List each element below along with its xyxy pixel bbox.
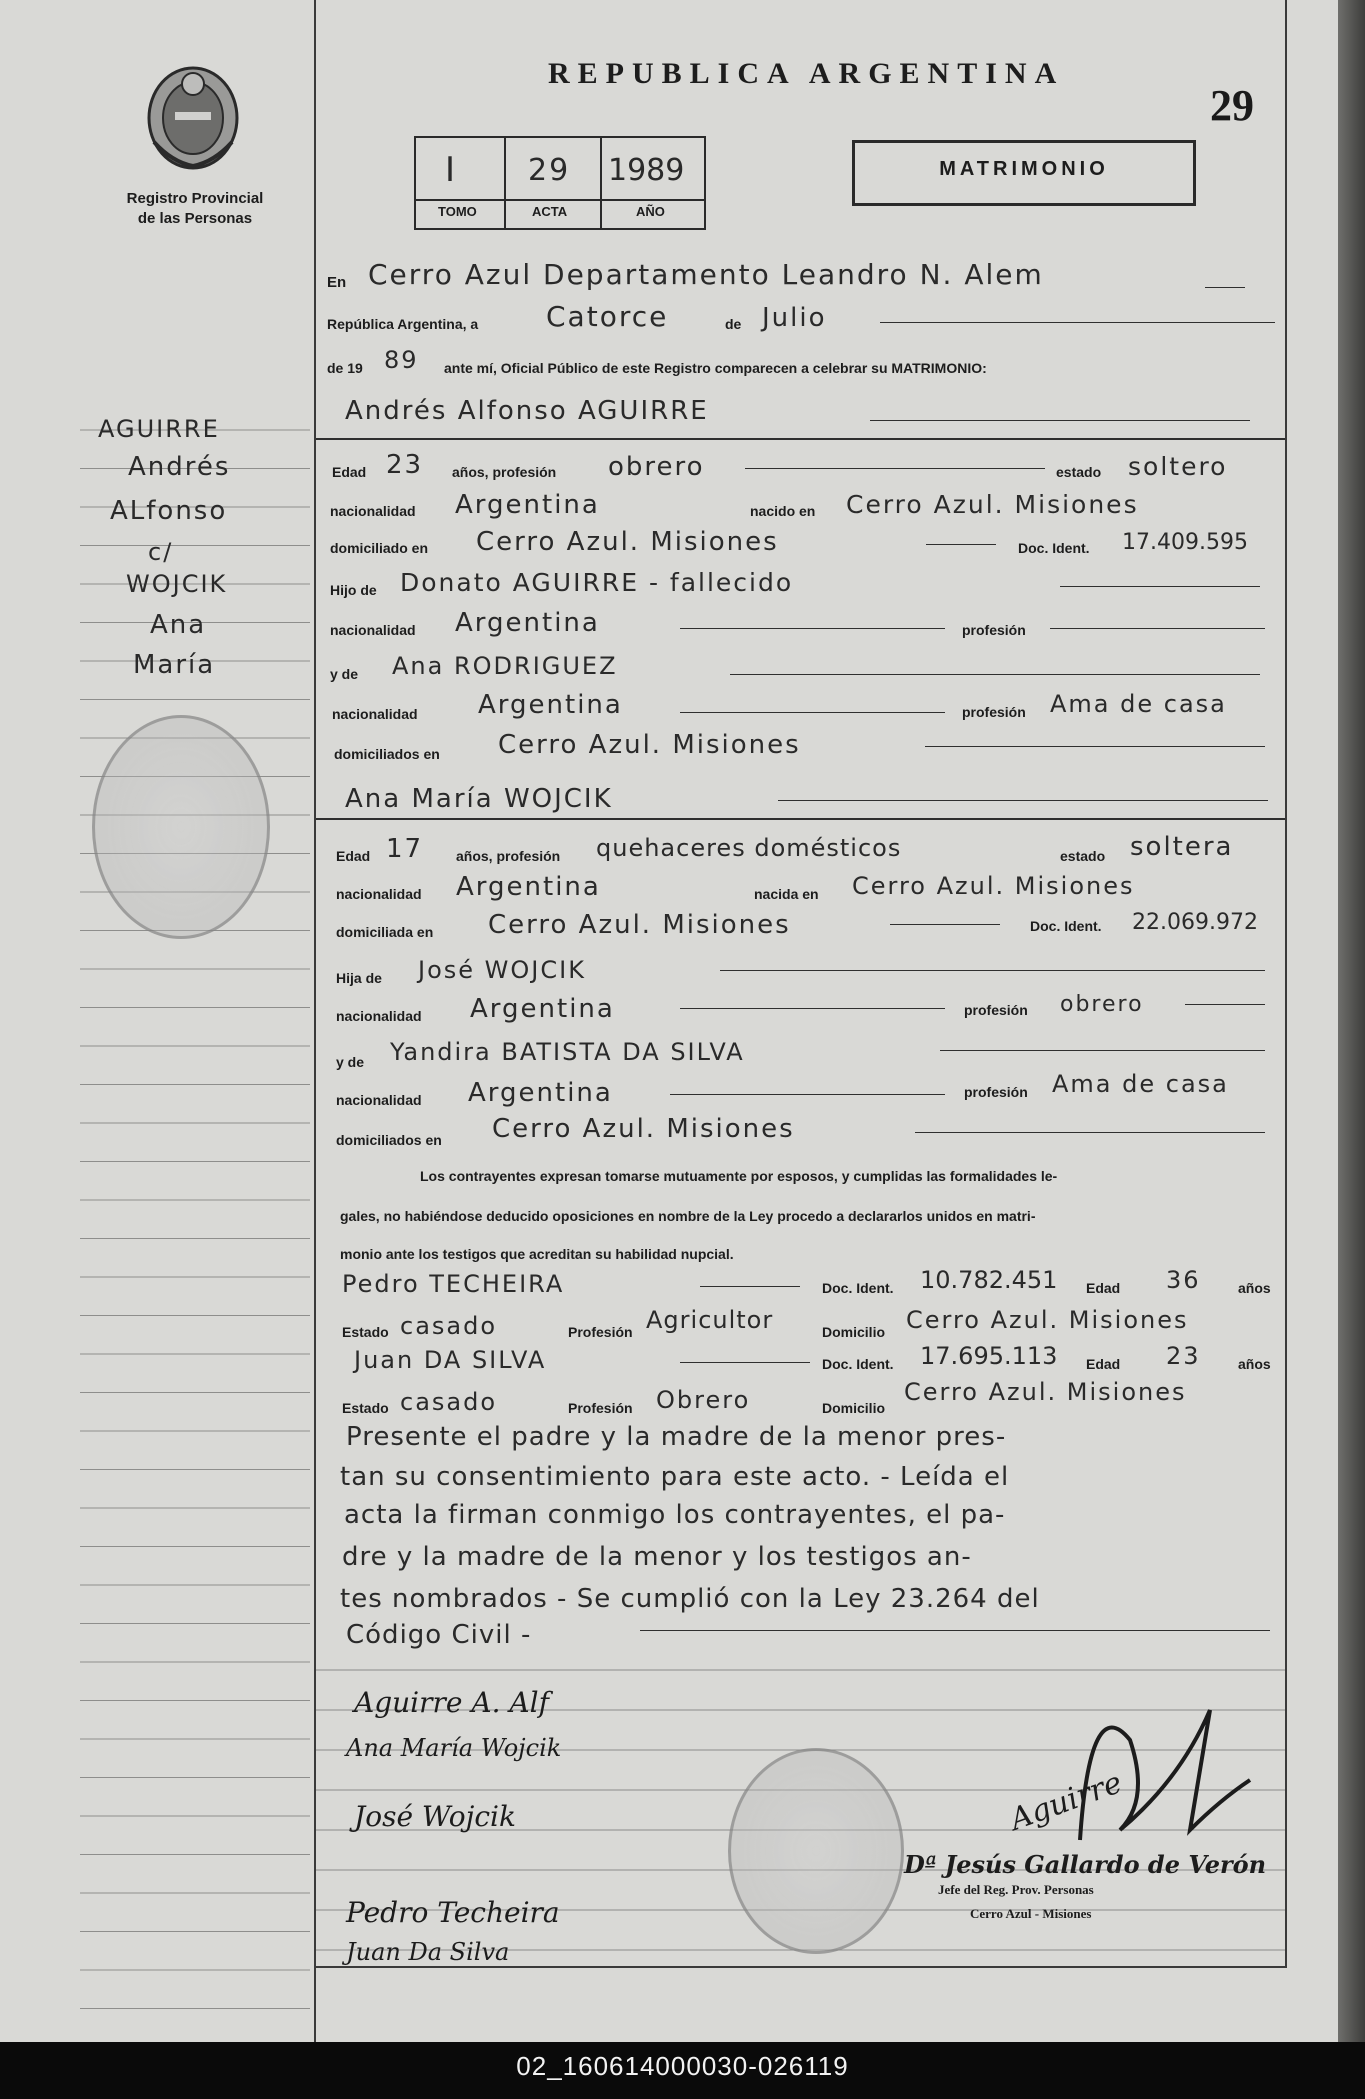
witness-profesion: Obrero	[656, 1386, 751, 1414]
bride-padre-prof: obrero	[1060, 992, 1144, 1017]
bride-padre: José WOJCIK	[418, 956, 586, 984]
bride-profesion: quehaceres domésticos	[596, 834, 902, 862]
bride-y-de-label: y de	[336, 1054, 365, 1070]
bride-name: Ana María WOJCIK	[345, 784, 613, 814]
groom-madre-prof: Ama de casa	[1050, 690, 1227, 718]
bride-nacionalidad-label: nacionalidad	[336, 886, 422, 902]
groom-nacionalidad: Argentina	[455, 490, 600, 520]
witness-name: Juan DA SILVA	[354, 1346, 547, 1374]
document-type: MATRIMONIO	[939, 158, 1109, 180]
bride-padre-nac: Argentina	[470, 994, 615, 1024]
bride-nacionalidad: Argentina	[456, 872, 601, 902]
groom-nacido-label: nacido en	[750, 503, 816, 519]
groom-edad: 23	[386, 450, 424, 480]
registry-label-2: de las Personas	[137, 210, 253, 227]
witness-name: Pedro TECHEIRA	[342, 1270, 565, 1298]
notes-line: tes nombrados - Se cumplió con la Ley 23.264 del	[340, 1584, 1040, 1614]
groom-madre: Ana RODRIGUEZ	[392, 652, 618, 680]
groom-doc-label: Doc. Ident.	[1018, 540, 1090, 556]
declaration-line-3: monio ante los testigos que acreditan su habilidad nupcial.	[340, 1246, 734, 1262]
officer-place: Cerro Azul - Misiones	[970, 1906, 1092, 1921]
margin-seal-stamp	[92, 715, 270, 939]
officer-title: Jefe del Reg. Prov. Personas	[938, 1882, 1094, 1897]
witness-profesion: Agricultor	[646, 1306, 774, 1334]
witness-estado-label: Estado	[342, 1400, 389, 1416]
groom-signature: Aguirre A. Alf	[354, 1686, 549, 1719]
bride-madre-prof-label: profesión	[964, 1084, 1028, 1100]
registry-label-1: Registro Provincial	[126, 190, 264, 207]
groom-nacido: Cerro Azul. Misiones	[846, 490, 1139, 519]
groom-name: Andrés Alfonso AGUIRRE	[345, 396, 709, 426]
margin-note-line: María	[133, 650, 216, 680]
notes-line: tan su consentimiento para este acto. - Leída el	[340, 1462, 1010, 1492]
officer-signature-flourish	[1060, 1680, 1260, 1860]
bride-doc: 22.069.972	[1132, 910, 1258, 935]
witness-domicilio: Cerro Azul. Misiones	[904, 1378, 1187, 1406]
groom-estado: soltero	[1128, 452, 1228, 481]
tomo-label: TOMO	[438, 204, 477, 219]
anio-label: AÑO	[636, 204, 665, 219]
officer-signature: Aguirre	[1005, 1765, 1127, 1838]
bride-domicilio-label: domiciliada en	[336, 924, 434, 940]
margin-note-line: Ana	[150, 610, 207, 640]
witness-profesion-label: Profesión	[568, 1324, 633, 1340]
year-suffix: 89	[384, 346, 419, 374]
notes-line: dre y la madre de la menor y los testigos an-	[342, 1542, 972, 1572]
book-edge	[1338, 0, 1365, 2042]
bride-edad-label: Edad	[336, 848, 371, 864]
bride-domicilio: Cerro Azul. Misiones	[488, 910, 791, 940]
witness-edad: 23	[1166, 1342, 1201, 1370]
page-number: 29	[1210, 81, 1254, 130]
bride-doc-label: Doc. Ident.	[1030, 918, 1102, 934]
official-seal-stamp	[728, 1748, 904, 1954]
bride-madre: Yandira BATISTA DA SILVA	[390, 1038, 745, 1066]
witness-domicilio: Cerro Azul. Misiones	[906, 1306, 1189, 1334]
witness-2-signature: Juan Da Silva	[346, 1938, 510, 1966]
notes-line: Presente el padre y la madre de la menor pres-	[346, 1422, 1007, 1452]
parent-signature: José Wojcik	[354, 1800, 516, 1833]
intro-statement: ante mí, Oficial Público de este Registro comparecen a celebrar su MATRIMONIO:	[444, 360, 987, 376]
anio-value: 1989	[608, 153, 685, 188]
witness-estado-label: Estado	[342, 1324, 389, 1340]
groom-padre: Donato AGUIRRE - fallecido	[400, 568, 794, 597]
groom-padre-prof-label: profesión	[962, 622, 1026, 638]
witness-edad-label: Edad	[1086, 1356, 1121, 1372]
month-value: Julio	[762, 303, 827, 333]
bride-signature: Ana María Wojcik	[346, 1734, 562, 1762]
year-prefix: de 19	[327, 360, 363, 376]
margin-note-line: Andrés	[128, 452, 231, 482]
acta-label: ACTA	[532, 204, 568, 219]
witness-doc-label: Doc. Ident.	[822, 1280, 894, 1296]
witness-1-signature: Pedro Techeira	[346, 1896, 560, 1929]
bride-madre-prof: Ama de casa	[1052, 1070, 1229, 1098]
witness-domicilio-label: Domicilio	[822, 1400, 886, 1416]
margin-note-line: ALfonso	[110, 496, 228, 526]
bride-estado: soltera	[1130, 832, 1234, 862]
bottom-border	[316, 1966, 1287, 1968]
bride-padre-nac-label: nacionalidad	[336, 1008, 422, 1024]
groom-nacionalidad-label: nacionalidad	[330, 503, 416, 519]
country-heading: REPUBLICA ARGENTINA	[548, 57, 1065, 90]
groom-edad-label: Edad	[332, 464, 367, 480]
notes-line: Código Civil -	[346, 1620, 532, 1650]
groom-padres-dom: Cerro Azul. Misiones	[498, 730, 801, 760]
witness-estado: casado	[400, 1312, 498, 1340]
acta-value: 29	[528, 153, 571, 188]
witness-edad-label: Edad	[1086, 1280, 1121, 1296]
witness-domicilio-label: Domicilio	[822, 1324, 886, 1340]
witness-doc-label: Doc. Ident.	[822, 1356, 894, 1372]
margin-note-line: c/	[148, 538, 174, 566]
declaration-line-2: gales, no habiéndose deducido oposiciones en nombre de la Ley procedo a declararlos unidos en matri-	[340, 1208, 1036, 1224]
bride-padre-prof-label: profesión	[964, 1002, 1028, 1018]
witness-anios-label: años	[1238, 1356, 1271, 1372]
bride-estado-label: estado	[1060, 848, 1106, 864]
bride-hija-label: Hija de	[336, 970, 382, 986]
groom-padres-dom-label: domiciliados en	[334, 746, 440, 762]
margin-note-line: AGUIRRE	[98, 415, 220, 443]
place-value: Cerro Azul Departamento Leandro N. Alem	[368, 258, 1044, 291]
bride-padres-dom-label: domiciliados en	[336, 1132, 442, 1148]
groom-hijo-label: Hijo de	[330, 582, 377, 598]
groom-estado-label: estado	[1056, 464, 1102, 480]
groom-domicilio-label: domiciliado en	[330, 540, 429, 556]
witness-estado: casado	[400, 1388, 498, 1416]
groom-padre-nac-label: nacionalidad	[330, 622, 416, 638]
bride-nacida-label: nacida en	[754, 886, 819, 902]
tomo-value: I	[445, 150, 458, 190]
right-border	[1285, 0, 1287, 1968]
witness-edad: 36	[1166, 1266, 1201, 1294]
groom-madre-nac-label: nacionalidad	[332, 706, 418, 722]
witness-profesion-label: Profesión	[568, 1400, 633, 1416]
bride-padres-dom: Cerro Azul. Misiones	[492, 1114, 795, 1144]
groom-madre-prof-label: profesión	[962, 704, 1026, 720]
republica-label: República Argentina, a	[327, 316, 479, 332]
declaration-line-1: Los contrayentes expresan tomarse mutuamente por esposos, y cumplidas las formalidades le-	[420, 1168, 1058, 1184]
margin-note-line: WOJCIK	[126, 570, 228, 598]
de-label: de	[725, 316, 742, 332]
bride-nacida: Cerro Azul. Misiones	[852, 872, 1135, 900]
witness-doc: 17.695.113	[920, 1342, 1058, 1370]
groom-profesion-label: años, profesión	[452, 464, 557, 480]
scan-file-id: 02_160614000030-026119	[516, 2051, 849, 2081]
officer-name: Dª Jesús Gallardo de Verón	[904, 1850, 1267, 1879]
groom-y-de-label: y de	[330, 666, 359, 682]
bride-edad: 17	[386, 834, 424, 864]
witness-anios-label: años	[1238, 1280, 1271, 1296]
groom-padre-nac: Argentina	[455, 608, 600, 638]
groom-domicilio: Cerro Azul. Misiones	[476, 527, 779, 557]
groom-doc: 17.409.595	[1122, 530, 1248, 555]
bride-madre-nac-label: nacionalidad	[336, 1092, 422, 1108]
day-value: Catorce	[546, 300, 669, 333]
margin-ruled-lines	[0, 0, 314, 2042]
groom-madre-nac: Argentina	[478, 690, 623, 720]
groom-profesion: obrero	[608, 452, 705, 482]
notes-line: acta la firman conmigo los contrayentes, el pa-	[344, 1500, 1006, 1530]
bride-madre-nac: Argentina	[468, 1078, 613, 1108]
bride-profesion-label: años, profesión	[456, 848, 561, 864]
coat-of-arms-icon	[142, 62, 244, 174]
witness-doc: 10.782.451	[920, 1266, 1058, 1294]
en-label: En	[327, 274, 347, 291]
